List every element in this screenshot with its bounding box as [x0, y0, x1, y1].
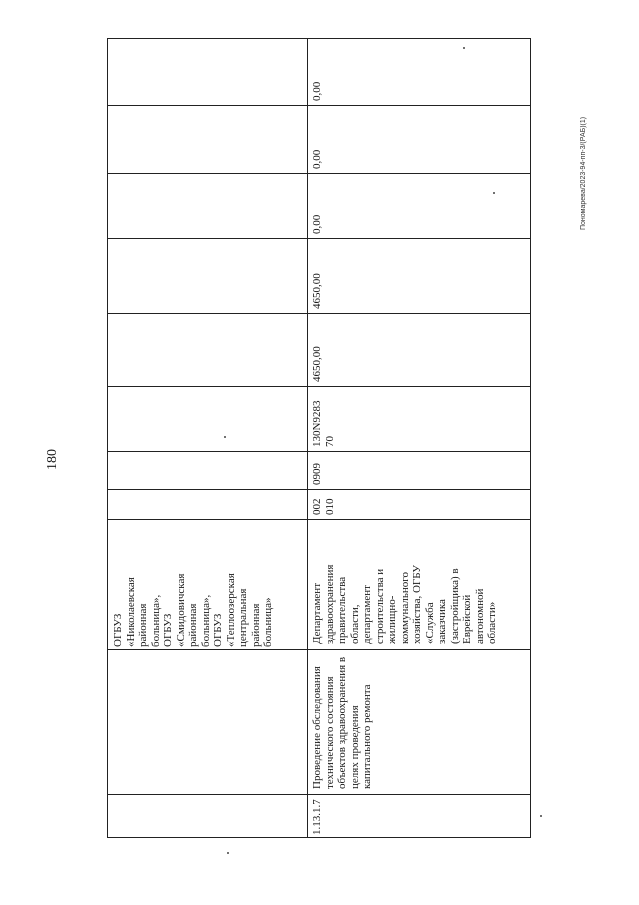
row2-number: 1.13.1.7 [311, 799, 323, 835]
document-reference-note: Пономарева/2023-94-пп-3/(РАБ)(1) [580, 116, 587, 230]
budget-table [107, 38, 531, 838]
scan-speck [463, 47, 465, 49]
scan-speck [540, 815, 542, 817]
scan-speck [227, 852, 229, 854]
row2-value2: 4650,00 [311, 273, 323, 309]
column-divider [108, 794, 530, 795]
row2-name: Проведение обследования технического состояния объектов здравоохранения в целях проведения капитального ремонта [311, 656, 373, 789]
row1-executor: ОГБУЗ «Николаевская районная больница», ОГБУЗ «Смидовичская районная больница», ОГБУЗ «Теплоозерская центральная районная больница» [112, 573, 274, 647]
row-divider [307, 39, 308, 837]
column-divider [108, 313, 530, 314]
column-divider [108, 451, 530, 452]
column-divider [108, 173, 530, 174]
column-divider [108, 649, 530, 650]
column-divider [108, 238, 530, 239]
page-number: 180 [45, 449, 60, 470]
column-divider [108, 489, 530, 490]
row2-value5: 0,00 [311, 81, 323, 101]
column-divider [108, 386, 530, 387]
row2-value1: 4650,00 [311, 346, 323, 382]
row2-value3: 0,00 [311, 214, 323, 234]
scan-speck [493, 192, 495, 194]
column-divider [108, 519, 530, 520]
row2-code2: 0909 [311, 463, 323, 485]
row2-executor: Департамент здравоохранения правительства области, департамент строительства и жилищно- коммунального хозяйства, ОГБУ «Служба заказчика (застройщика) в Еврейской автономной области» [311, 564, 498, 644]
scan-speck [224, 436, 226, 438]
row2-code3: 130N9283 70 [311, 400, 336, 447]
row2-code1: 002 010 [311, 498, 336, 515]
column-divider [108, 105, 530, 106]
row2-value4: 0,00 [311, 149, 323, 169]
